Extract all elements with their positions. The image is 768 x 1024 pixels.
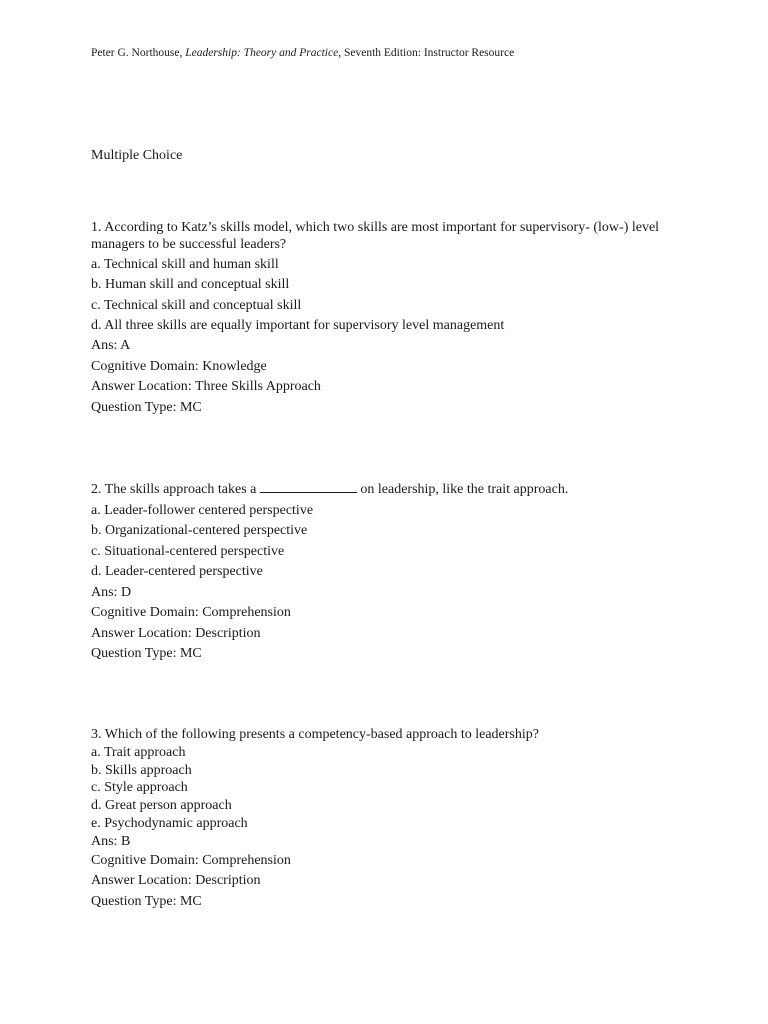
answer-option: d. Great person approach <box>91 798 232 814</box>
question-2 <box>91 480 691 665</box>
answer-option: b. Human skill and conceptual skill <box>91 277 290 293</box>
header-book-title: Leadership: Theory and Practice <box>185 47 339 59</box>
question-1 <box>91 219 691 418</box>
question-type: Question Type: MC <box>91 646 202 661</box>
answer-location: Answer Location: Three Skills Approach <box>91 379 321 395</box>
question-type: Question Type: MC <box>91 893 202 909</box>
answer-option: d. Leader-centered perspective <box>91 564 263 579</box>
answer-option: e. Psychodynamic approach <box>91 815 248 831</box>
stem-part-after: on leadership, like the trait approach. <box>356 482 569 497</box>
header-edition: , Seventh Edition: Instructor Resource <box>338 47 515 59</box>
question-stem: 1. According to Katz’s skills model, which two skills are most important for supervisory- (low-) level managers to be successful leaders? <box>91 220 660 252</box>
cognitive-domain: Cognitive Domain: Comprehension <box>91 605 291 620</box>
cognitive-domain: Cognitive Domain: Comprehension <box>91 852 291 868</box>
section-title: Multiple Choice <box>91 148 183 163</box>
stem-part-before: 2. The skills approach takes a <box>91 482 260 497</box>
question-3 <box>91 726 691 912</box>
answer-option: a. Trait approach <box>91 744 186 760</box>
page-header <box>91 45 514 61</box>
answer-location: Answer Location: Description <box>91 625 261 641</box>
header-author: Peter G. Northouse, <box>91 47 186 59</box>
question-stem <box>91 480 691 501</box>
answer-option: a. Leader-follower centered perspective <box>91 502 314 518</box>
answer-key: Ans: B <box>91 833 131 849</box>
answer-option: c. Technical skill and conceptual skill <box>91 297 302 313</box>
answer-option: d. All three skills are equally important for supervisory level management <box>91 317 505 333</box>
answer-option: b. Organizational-centered perspective <box>91 523 308 538</box>
answer-location: Answer Location: Description <box>91 873 261 889</box>
answer-option: c. Situational-centered perspective <box>91 543 285 559</box>
answer-option: b. Skills approach <box>91 762 192 778</box>
question-type: Question Type: MC <box>91 399 202 415</box>
question-stem: 3. Which of the following presents a competency-based approach to leadership? <box>91 727 539 742</box>
answer-key: Ans: A <box>91 338 131 354</box>
answer-option: c. Style approach <box>91 780 188 796</box>
answer-option: a. Technical skill and human skill <box>91 257 279 272</box>
fill-in-blank <box>260 480 357 493</box>
answer-key: Ans: D <box>91 584 132 600</box>
cognitive-domain: Cognitive Domain: Knowledge <box>91 358 267 374</box>
